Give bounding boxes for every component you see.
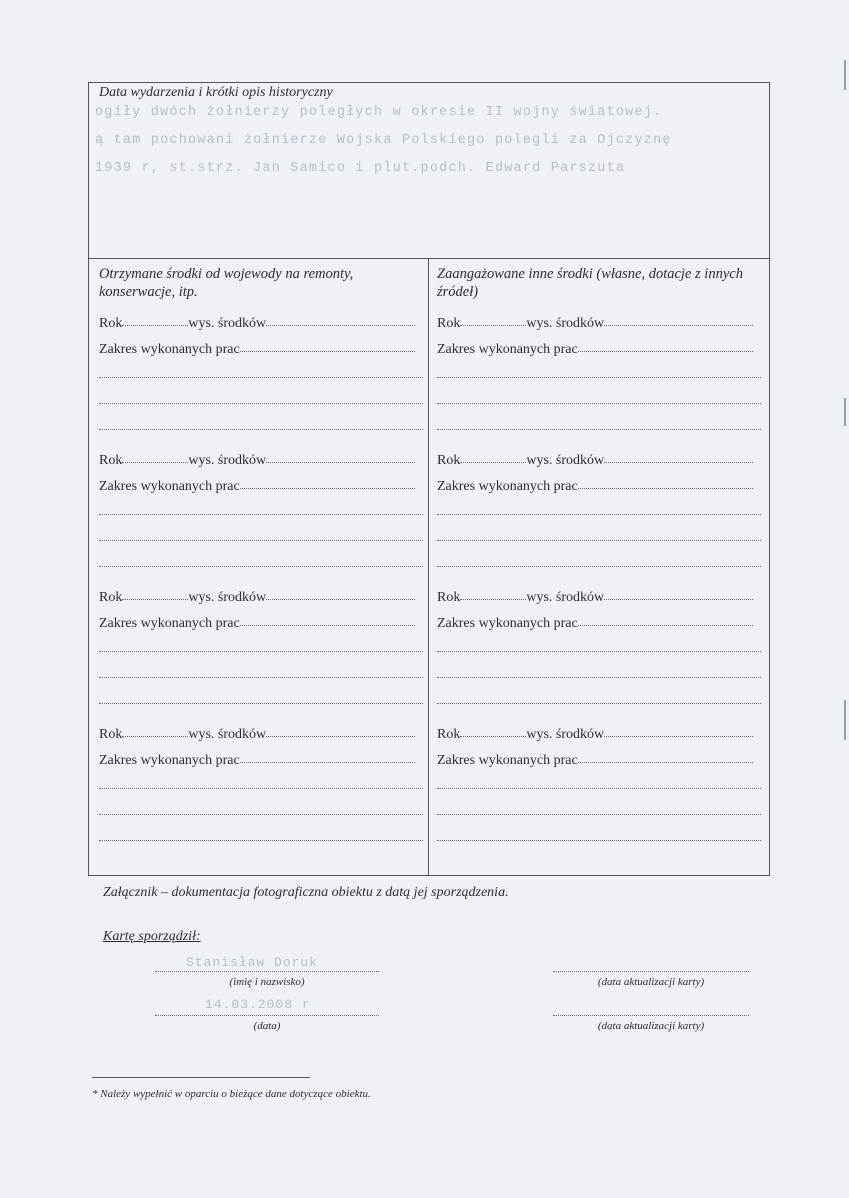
- rok-label: Rok: [99, 590, 123, 605]
- left-column-header: Otrzymane środki od wojewody na remonty, konserwacje, itp.: [99, 266, 354, 300]
- zakres-line: [99, 337, 429, 363]
- rok-line: [99, 311, 429, 337]
- blank-line: [437, 526, 767, 552]
- dotted-fill: [240, 337, 415, 352]
- dotted-line: [99, 415, 423, 430]
- funds-entry: [437, 448, 767, 585]
- history-section: [88, 82, 770, 259]
- dotted-line: [99, 389, 423, 404]
- name-dotted-line: [155, 957, 379, 972]
- history-label: Data wydarzenia i krótki opis historyczny: [99, 85, 333, 100]
- blank-line: [99, 500, 429, 526]
- rok-label: Rok: [437, 453, 461, 468]
- wys-label: wys. środków: [526, 727, 605, 742]
- dotted-fill: [578, 337, 753, 352]
- rok-line: [99, 448, 429, 474]
- wys-label: wys. środków: [188, 316, 267, 331]
- dotted-line: [99, 800, 423, 815]
- wys-label: wys. środków: [526, 453, 605, 468]
- zakres-line: [437, 611, 767, 637]
- dotted-fill: [266, 722, 415, 737]
- zakres-line: [437, 474, 767, 500]
- blank-line: [437, 500, 767, 526]
- funds-entry: [437, 585, 767, 722]
- dotted-fill: [460, 722, 526, 737]
- dotted-fill: [122, 722, 188, 737]
- date-dotted-line: [155, 1001, 379, 1016]
- dotted-fill: [266, 585, 415, 600]
- footnote-text: Należy wypełnić w oparciu o bieżące dane dotyczące obiektu.: [100, 1088, 371, 1100]
- rok-line: [437, 585, 767, 611]
- dotted-line: [99, 500, 423, 515]
- funds-table: [88, 258, 770, 876]
- zakres-line: [99, 611, 429, 637]
- blank-line: [99, 663, 429, 689]
- dotted-fill: [122, 585, 188, 600]
- zakres-label: Zakres wykonanych prac: [99, 342, 240, 357]
- dotted-line: [437, 689, 761, 704]
- dotted-line: [437, 363, 761, 378]
- dotted-line: [99, 774, 423, 789]
- zakres-label: Zakres wykonanych prac: [99, 753, 240, 768]
- signature-date-handwritten: 14.03.2008 r: [205, 997, 311, 1012]
- blank-line: [99, 389, 429, 415]
- wys-label: wys. środków: [188, 727, 267, 742]
- zakres-label: Zakres wykonanych prac: [437, 753, 578, 768]
- dotted-fill: [240, 611, 415, 626]
- zakres-label: Zakres wykonanych prac: [99, 479, 240, 494]
- blank-line: [437, 689, 767, 715]
- funds-entry: [437, 311, 767, 448]
- dotted-line: [99, 637, 423, 652]
- history-typed-line: 1939 r, st.strz. Jan Samico i plut.podch. Edward Parszuta: [95, 161, 626, 176]
- update-date-field-1: [553, 957, 749, 988]
- attachment-note: Załącznik – dokumentacja fotograficzna obiektu z datą jej sporządzenia.: [103, 885, 509, 900]
- name-caption: (imię i nazwisko): [229, 976, 305, 988]
- dotted-fill: [266, 311, 415, 326]
- wys-label: wys. środków: [188, 590, 267, 605]
- rok-label: Rok: [437, 316, 461, 331]
- dotted-line: [437, 389, 761, 404]
- dotted-line: [437, 663, 761, 678]
- prepared-by-label: Kartę sporządził:: [103, 929, 201, 944]
- update-dotted-line-1: [553, 957, 749, 972]
- dotted-line: [99, 363, 423, 378]
- scan-edge-mark: [844, 60, 846, 90]
- update-dotted-line-2: [553, 1001, 749, 1016]
- footnote: [92, 1088, 371, 1100]
- dotted-fill: [604, 585, 753, 600]
- dotted-fill: [578, 611, 753, 626]
- blank-line: [437, 363, 767, 389]
- date-caption: (data): [253, 1020, 281, 1032]
- rok-line: [437, 722, 767, 748]
- zakres-line: [437, 337, 767, 363]
- wys-label: wys. środków: [526, 316, 605, 331]
- update-caption-1: (data aktualizacji karty): [597, 976, 705, 988]
- blank-line: [99, 526, 429, 552]
- rok-label: Rok: [99, 316, 123, 331]
- history-typed-line: ogiły dwóch żołnierzy poległych w okresie II wojny światowej.: [95, 105, 663, 120]
- dotted-line: [99, 826, 423, 841]
- update-caption-2: (data aktualizacji karty): [597, 1020, 705, 1032]
- dotted-line: [437, 526, 761, 541]
- dotted-fill: [240, 748, 415, 763]
- dotted-line: [437, 800, 761, 815]
- zakres-line: [99, 474, 429, 500]
- footnote-rule: [92, 1077, 310, 1078]
- blank-line: [99, 800, 429, 826]
- dotted-fill: [460, 311, 526, 326]
- dotted-line: [99, 689, 423, 704]
- funds-entry: [99, 585, 429, 722]
- dotted-fill: [604, 311, 753, 326]
- funds-entry: [99, 448, 429, 585]
- blank-line: [437, 552, 767, 578]
- rok-label: Rok: [99, 453, 123, 468]
- wys-label: wys. środków: [526, 590, 605, 605]
- zakres-label: Zakres wykonanych prac: [99, 616, 240, 631]
- left-funds-column: [99, 259, 429, 875]
- right-column-header: Zaangażowane inne środki (własne, dotacje z innych źródeł): [437, 266, 743, 300]
- zakres-line: [437, 748, 767, 774]
- rok-line: [99, 722, 429, 748]
- wys-label: wys. środków: [188, 453, 267, 468]
- blank-line: [437, 663, 767, 689]
- dotted-line: [99, 526, 423, 541]
- blank-line: [437, 389, 767, 415]
- dotted-fill: [460, 585, 526, 600]
- rok-label: Rok: [437, 727, 461, 742]
- right-funds-column: [437, 259, 767, 875]
- dotted-fill: [578, 474, 753, 489]
- rok-line: [99, 585, 429, 611]
- signature-name-handwritten: Stanisław Doruk: [186, 955, 319, 970]
- scan-edge-mark: [844, 700, 846, 740]
- blank-line: [99, 689, 429, 715]
- rok-line: [437, 311, 767, 337]
- zakres-label: Zakres wykonanych prac: [437, 616, 578, 631]
- blank-line: [99, 552, 429, 578]
- dotted-line: [99, 663, 423, 678]
- name-signature-field: [155, 957, 379, 988]
- dotted-fill: [240, 474, 415, 489]
- blank-line: [437, 800, 767, 826]
- blank-line: [99, 774, 429, 800]
- zakres-label: Zakres wykonanych prac: [437, 479, 578, 494]
- funds-entry: [99, 722, 429, 859]
- rok-label: Rok: [437, 590, 461, 605]
- blank-line: [437, 415, 767, 441]
- blank-line: [99, 363, 429, 389]
- dotted-line: [437, 637, 761, 652]
- blank-line: [437, 826, 767, 852]
- funds-entry: [99, 311, 429, 448]
- dotted-fill: [460, 448, 526, 463]
- zakres-line: [99, 748, 429, 774]
- blank-line: [437, 774, 767, 800]
- rok-label: Rok: [99, 727, 123, 742]
- dotted-line: [437, 552, 761, 567]
- update-date-field-2: [553, 1001, 749, 1032]
- dotted-fill: [578, 748, 753, 763]
- zakres-label: Zakres wykonanych prac: [437, 342, 578, 357]
- date-signature-field: [155, 1001, 379, 1032]
- dotted-fill: [122, 311, 188, 326]
- dotted-fill: [122, 448, 188, 463]
- scan-edge-mark: [844, 398, 846, 426]
- dotted-fill: [604, 722, 753, 737]
- dotted-line: [437, 774, 761, 789]
- footnote-asterisk: *: [92, 1088, 101, 1100]
- funds-entry: [437, 722, 767, 859]
- dotted-line: [437, 500, 761, 515]
- rok-line: [437, 448, 767, 474]
- dotted-fill: [604, 448, 753, 463]
- dotted-line: [99, 552, 423, 567]
- blank-line: [99, 637, 429, 663]
- blank-line: [99, 415, 429, 441]
- blank-line: [99, 826, 429, 852]
- dotted-line: [437, 826, 761, 841]
- blank-line: [437, 637, 767, 663]
- dotted-line: [437, 415, 761, 430]
- dotted-fill: [266, 448, 415, 463]
- history-typed-line: ą tam pochowani żołnierze Wojska Polskiego polegli za Ojczyznę: [95, 133, 672, 148]
